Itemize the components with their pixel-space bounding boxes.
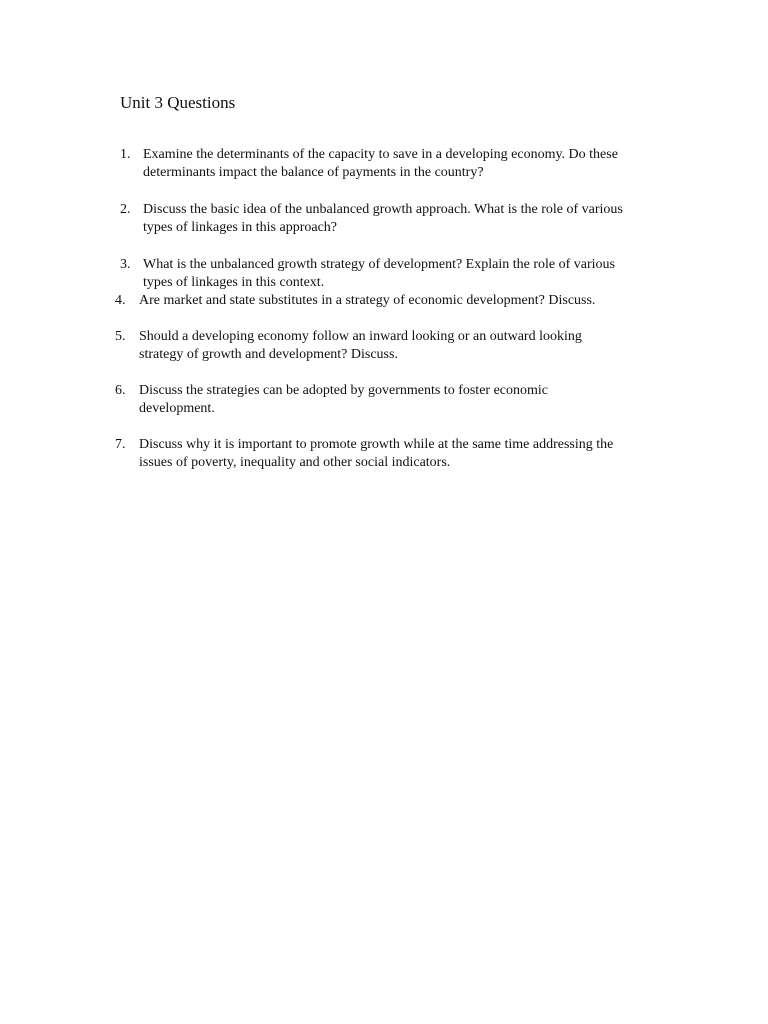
- question-text-line: Discuss the strategies can be adopted by governments to foster economic: [139, 383, 548, 398]
- question-item: [120, 256, 615, 292]
- question-text-line: types of linkages in this context.: [143, 275, 325, 290]
- question-text-line: development.: [139, 401, 215, 416]
- question-text-line: Should a developing economy follow an inward looking or an outward looking: [139, 329, 582, 344]
- question-number: 7.: [115, 437, 126, 452]
- question-item: [115, 328, 582, 364]
- question-number: 3.: [120, 257, 131, 272]
- question-number: 4.: [115, 293, 126, 308]
- question-text-line: strategy of growth and development? Discuss.: [139, 347, 398, 362]
- question-item: [120, 146, 618, 182]
- question-number: 2.: [120, 202, 131, 217]
- question-number: 1.: [120, 147, 131, 162]
- question-text-line: issues of poverty, inequality and other social indicators.: [139, 455, 451, 470]
- page-title: Unit 3 Questions: [120, 93, 236, 112]
- question-text-line: Discuss the basic idea of the unbalanced growth approach. What is the role of various: [143, 202, 623, 217]
- question-item: [115, 382, 548, 418]
- question-text-line: determinants impact the balance of payments in the country?: [143, 165, 484, 180]
- question-text-line: Examine the determinants of the capacity to save in a developing economy. Do these: [143, 147, 618, 162]
- question-item: [120, 201, 623, 237]
- question-item: [115, 436, 614, 472]
- question-text-line: types of linkages in this approach?: [143, 220, 338, 235]
- question-item: [115, 292, 596, 310]
- question-text-line: What is the unbalanced growth strategy of development? Explain the role of various: [143, 257, 615, 272]
- question-text-line: Are market and state substitutes in a strategy of economic development? Discuss.: [139, 293, 596, 308]
- question-number: 5.: [115, 329, 126, 344]
- question-number: 6.: [115, 383, 126, 398]
- question-text-line: Discuss why it is important to promote growth while at the same time addressing the: [139, 437, 614, 452]
